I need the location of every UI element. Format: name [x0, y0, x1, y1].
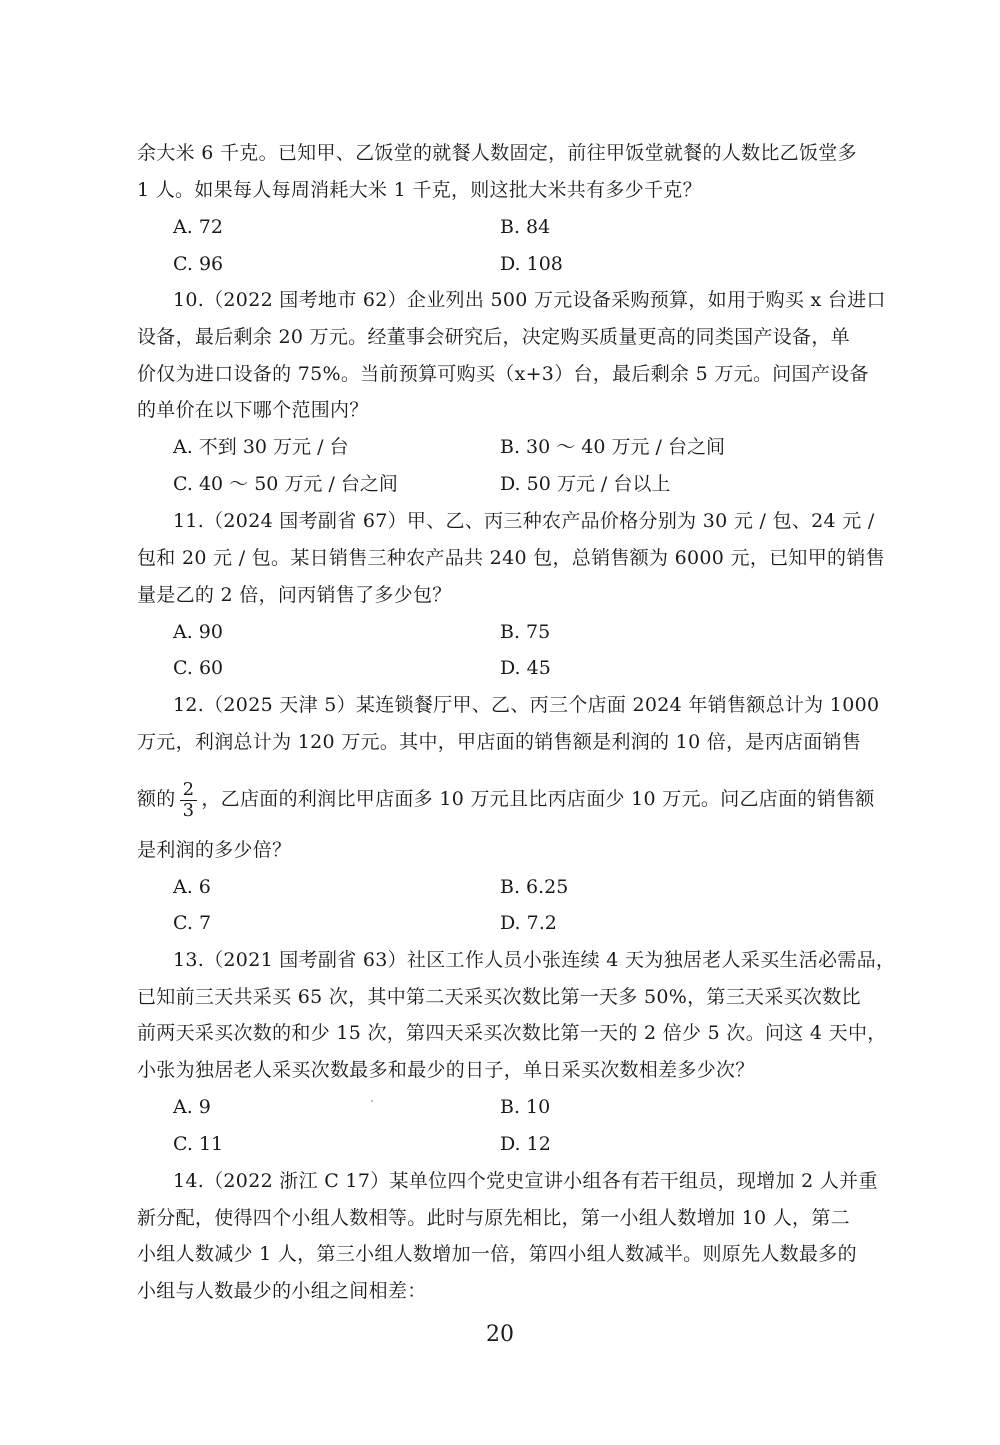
q10-text-line-2: 设备，最后剩余 20 万元。经董事会研究后，决定购买质量更高的同类国产设备，单 [137, 326, 850, 348]
q12-text-line-1: 12.（2025 天津 5）某连锁餐厅甲、乙、丙三个店面 2024 年销售额总计为 1000 [173, 694, 880, 716]
q12-line-3-prefix: 额的 [137, 788, 176, 810]
q11-text-line-2: 包和 20 元 / 包。某日销售三种农产品共 240 包，总销售额为 6000 元，已知甲的销售 [137, 547, 885, 569]
fraction-denominator: 3 [182, 799, 195, 821]
q11-option-b: B. 75 [500, 621, 551, 643]
q13-text-line-3: 前两天采买次数的和少 15 次，第四天采买次数比第一天的 2 倍少 5 次。问这 4 天中， [137, 1022, 887, 1044]
q9-text-line-2: 1 人。如果每人每周消耗大米 1 千克，则这批大米共有多少千克？ [137, 179, 702, 201]
q11-option-d: D. 45 [500, 657, 551, 679]
q10-option-b: B. 30 ～ 40 万元 / 台之间 [500, 436, 725, 458]
q12-option-d: D. 7.2 [500, 912, 557, 934]
q13-text-line-4: 小张为独居老人采买次数最多和最少的日子，单日采买次数相差多少次？ [137, 1059, 755, 1081]
q9-option-d: D. 108 [500, 253, 563, 275]
q9-option-a: A. 72 [173, 216, 223, 238]
q11-text-line-1: 11.（2024 国考副省 67）甲、乙、丙三种农产品价格分别为 30 元 / 包、24 元 / [173, 510, 875, 532]
q10-option-c: C. 40 ～ 50 万元 / 台之间 [173, 473, 398, 495]
q12-text-line-4: 是利润的多少倍？ [137, 839, 292, 861]
q11-option-a: A. 90 [173, 621, 223, 643]
q9-option-c: C. 96 [173, 253, 224, 275]
fraction-numerator: 2 [180, 780, 198, 801]
q12-option-b: B. 6.25 [500, 876, 569, 898]
q13-option-a: A. 9 [173, 1096, 211, 1118]
q10-text-line-3: 价仅为进口设备的 75%。当前预算可购买（x+3）台，最后剩余 5 万元。问国产设备 [137, 363, 869, 385]
q14-text-line-3: 小组人数减少 1 人，第三小组人数增加一倍，第四小组人数减半。则原先人数最多的 [137, 1243, 857, 1265]
q12-text-line-2: 万元，利润总计为 120 万元。其中，甲店面的销售额是利润的 10 倍，是丙店面销售 [137, 731, 862, 753]
q11-text-line-3: 量是乙的 2 倍，问丙销售了多少包？ [137, 584, 452, 606]
q14-text-line-1: 14.（2022 浙江 C 17）某单位四个党史宣讲小组各有若干组员，现增加 2 人并重 [173, 1170, 878, 1192]
q9-text-line-1: 余大米 6 千克。已知甲、乙饭堂的就餐人数固定，前往甲饭堂就餐的人数比乙饭堂多 [137, 142, 857, 164]
q12-line-3-suffix: ，乙店面的利润比甲店面多 10 万元且比丙店面少 10 万元。问乙店面的销售额 [201, 788, 875, 810]
q14-text-line-4: 小组与人数最少的小组之间相差： [137, 1280, 427, 1302]
q11-option-c: C. 60 [173, 657, 224, 679]
page-number: 20 [486, 1322, 514, 1347]
q13-text-line-2: 已知前三天共采买 65 次，其中第二天采买次数比第一天多 50%，第三天采买次数比 [137, 986, 861, 1008]
q10-option-a: A. 不到 30 万元 / 台 [173, 436, 349, 458]
q10-text-line-4: 的单价在以下哪个范围内？ [137, 399, 369, 421]
q10-option-d: D. 50 万元 / 台以上 [500, 473, 671, 495]
q13-option-c: C. 11 [173, 1133, 224, 1155]
q13-option-d: D. 12 [500, 1133, 551, 1155]
q14-text-line-2: 新分配，使得四个小组人数相等。此时与原先相比，第一小组人数增加 10 人，第二 [137, 1207, 850, 1229]
q9-option-b: B. 84 [500, 216, 551, 238]
q13-text-line-1: 13.（2021 国考副省 63）社区工作人员小张连续 4 天为独居老人采买生活必需品， [173, 949, 896, 971]
scan-speck [371, 1100, 373, 1102]
fraction-two-thirds [180, 780, 198, 821]
q12-option-a: A. 6 [173, 876, 211, 898]
q12-option-c: C. 7 [173, 912, 212, 934]
q12-text-line-3 [137, 776, 875, 822]
q10-text-line-1: 10.（2022 国考地市 62）企业列出 500 万元设备采购预算，如用于购买 x 台进口 [173, 289, 886, 311]
q13-option-b: B. 10 [500, 1096, 551, 1118]
